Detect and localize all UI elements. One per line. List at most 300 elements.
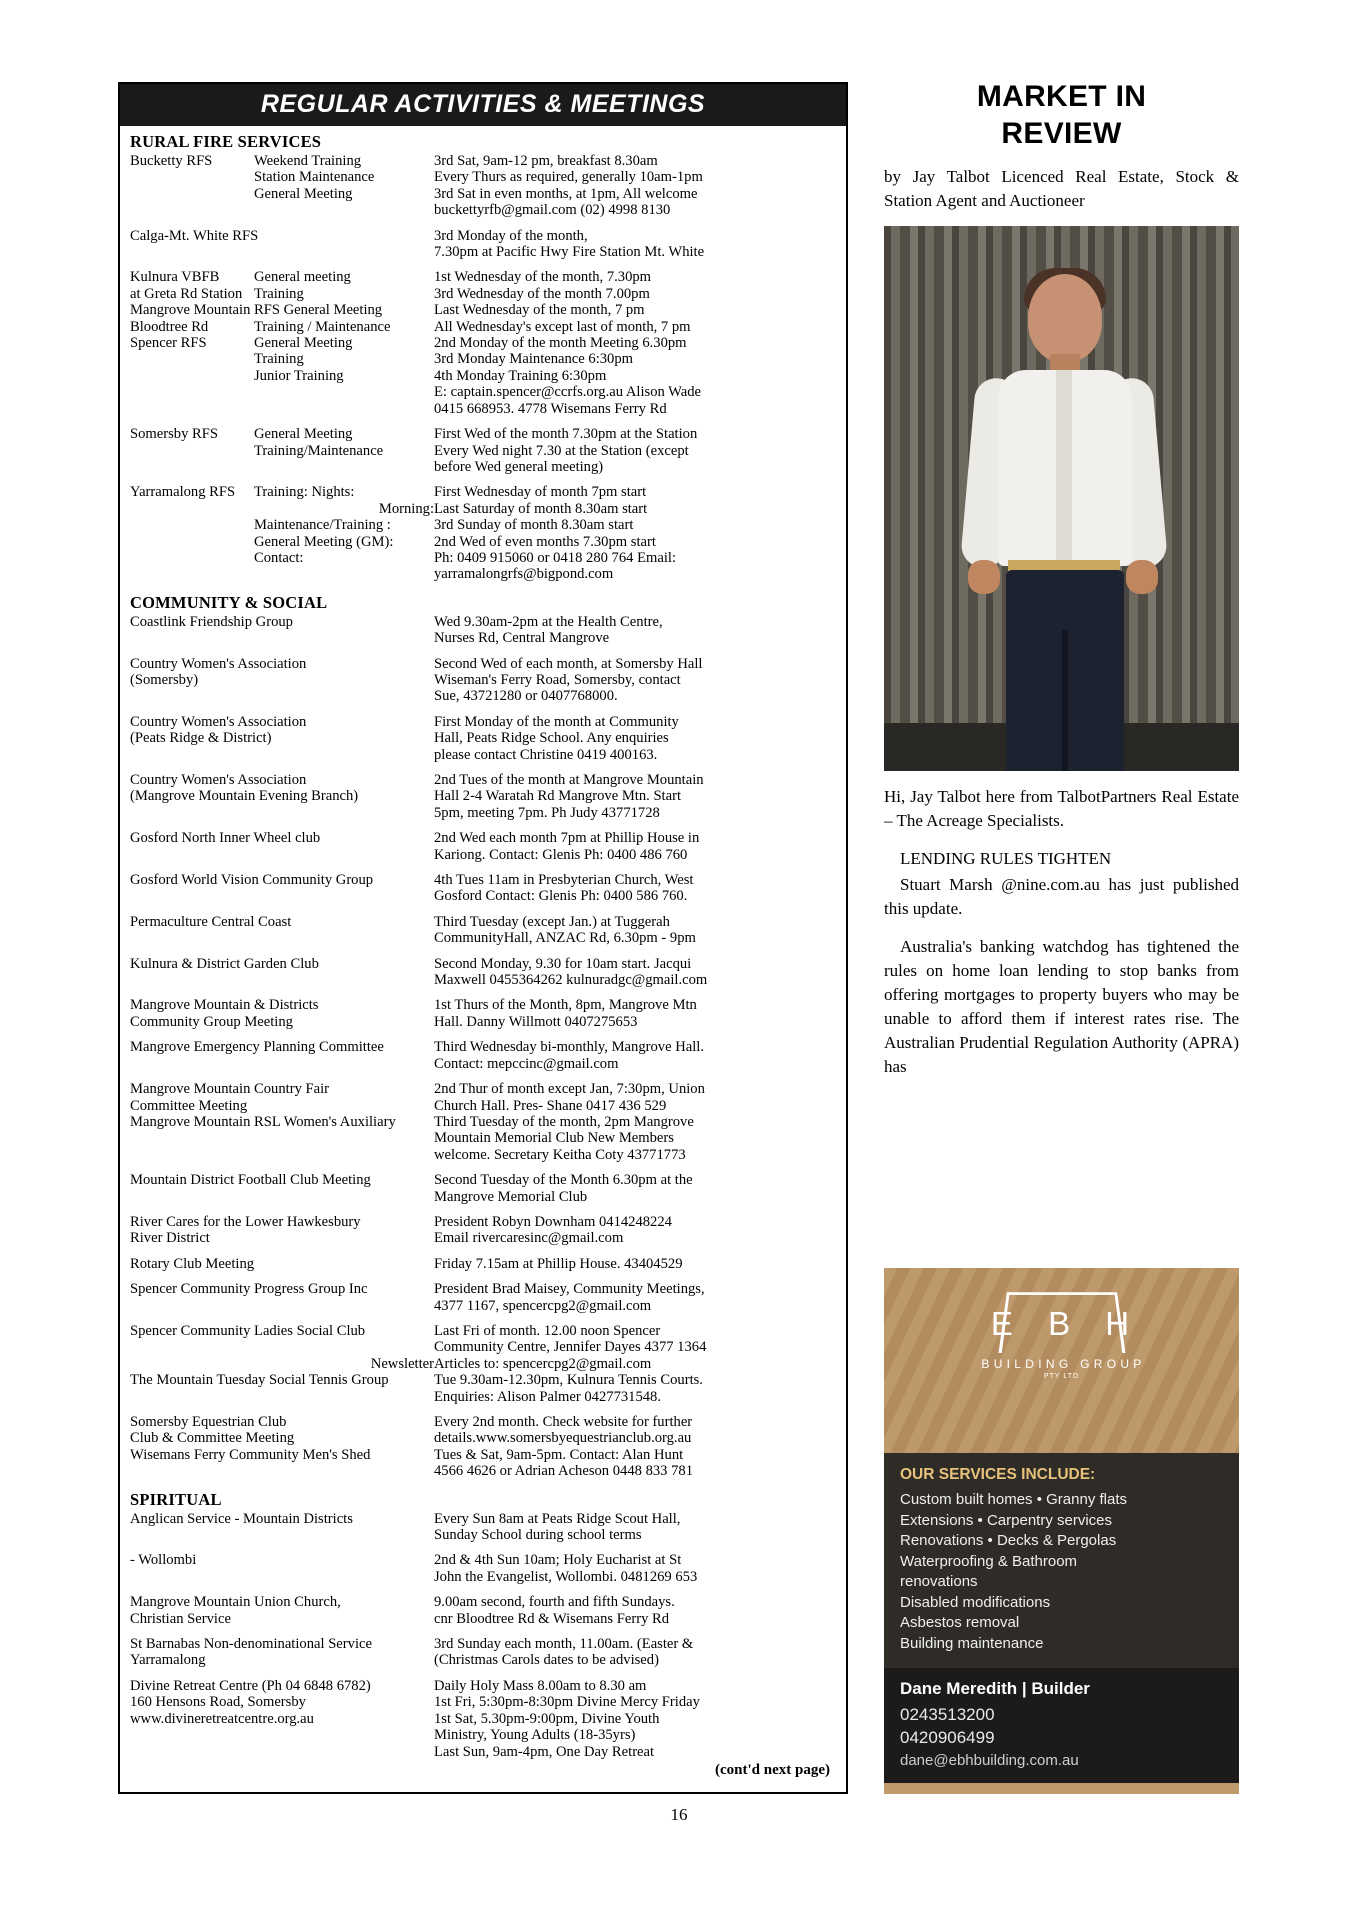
row-spacer-cell <box>130 1163 836 1172</box>
ad-logo-text: E B H <box>990 1305 1143 1342</box>
activity-detail: 4th Monday Training 6:30pm <box>434 367 607 384</box>
activity-org <box>130 1527 254 1543</box>
activities-body <box>120 126 846 1779</box>
activity-role <box>254 888 434 904</box>
activity-org <box>130 550 254 566</box>
activity-org: Newsletter <box>370 1355 434 1372</box>
activity-role <box>254 1298 434 1314</box>
activity-org: (Mangrove Mountain Evening Branch) <box>130 788 359 805</box>
row-spacer-cell <box>130 219 836 228</box>
article-paragraph-2: LENDING RULES TIGHTEN <box>900 849 1112 868</box>
activities-section-heading: COMMUNITY & SOCIAL <box>130 592 328 612</box>
photo-hand-right <box>1126 560 1158 594</box>
activity-detail: Every Thurs as required, generally 10am-1pm <box>434 169 703 186</box>
table-row <box>130 1356 836 1372</box>
activity-org <box>130 1056 254 1072</box>
activity-role <box>254 384 434 400</box>
activity-role <box>254 930 434 946</box>
activity-role <box>254 1056 434 1072</box>
activity-org <box>130 401 254 417</box>
activity-role <box>254 1744 434 1760</box>
activity-detail: Contact: mepccinc@gmail.com <box>434 1055 619 1072</box>
ad-service-item: Renovations • Decks & Pergolas <box>900 1532 1117 1549</box>
activity-role: General Meeting <box>254 335 353 352</box>
row-spacer-cell <box>130 1272 836 1281</box>
table-row <box>130 614 836 630</box>
table-row <box>130 1694 836 1710</box>
activity-org: Spencer Community Ladies Social Club <box>130 1322 366 1339</box>
table-row <box>130 501 836 517</box>
ad-service-item: renovations <box>900 1573 978 1590</box>
activity-org: Anglican Service - Mountain Districts <box>130 1510 353 1527</box>
activity-detail: 4566 4626 or Adrian Acheson 0448 833 781 <box>434 1463 694 1480</box>
table-row <box>130 1678 836 1694</box>
table-row <box>130 688 836 704</box>
activity-detail: Friday 7.15am at Phillip House. 43404529 <box>434 1255 683 1272</box>
activity-detail: Tue 9.30am-12.30pm, Kulnura Tennis Courts. <box>434 1372 703 1389</box>
activity-detail: 9.00am second, fourth and fifth Sundays. <box>434 1594 675 1611</box>
activity-org <box>130 186 254 202</box>
table-row <box>130 1372 836 1388</box>
activity-role <box>254 1727 434 1743</box>
ad-service-item: Extensions • Carpentry services <box>900 1511 1112 1529</box>
table-row <box>130 872 836 888</box>
table-row <box>130 484 836 500</box>
activity-org: - Wollombi <box>130 1552 197 1569</box>
ad-service-item: Custom built homes • Granny flats <box>900 1491 1128 1508</box>
article-paragraph-4: Australia's banking watchdog has tightened the rules on home loan lending to stop banks from offering mortgages to property buyers who may be unable to afford them if interest rates rise. The Australian Prudential Regulation Authority (APRA) has <box>884 937 1239 1076</box>
activity-org <box>130 459 254 475</box>
activity-org: Mangrove Mountain Union Church, <box>130 1594 341 1611</box>
table-row <box>130 1727 836 1743</box>
table-row <box>130 202 836 218</box>
activities-table <box>130 153 836 583</box>
activity-org <box>130 888 254 904</box>
table-row <box>130 459 836 475</box>
activity-detail: Sunday School during school terms <box>434 1527 642 1544</box>
table-row <box>130 1189 836 1205</box>
activity-detail: Community Centre, Jennifer Dayes 4377 1364 <box>434 1339 707 1356</box>
activity-role <box>254 566 434 582</box>
activity-detail: 2nd Monday of the month Meeting 6.30pm <box>434 335 687 352</box>
row-spacer-cell <box>130 905 836 914</box>
ad-logo-subtitle: BUILDING GROUP <box>981 1357 1146 1371</box>
activities-table <box>130 614 836 1480</box>
table-row <box>130 888 836 904</box>
ad-service-item: Waterproofing & Bathroom <box>900 1552 1078 1570</box>
row-spacer-cell <box>130 260 836 269</box>
photo-pants <box>1006 570 1124 771</box>
table-row <box>130 566 836 582</box>
activity-detail: 5pm, meeting 7pm. Ph Judy 43771728 <box>434 804 660 821</box>
activity-org: Country Women's Association <box>130 713 307 730</box>
article-title-line2: REVIEW <box>1001 117 1122 150</box>
article-paragraph-3: Stuart Marsh @nine.com.au has just published this update. <box>884 875 1239 918</box>
activity-detail: Tues & Sat, 9am-5pm. Contact: Alan Hunt <box>434 1446 684 1463</box>
table-row <box>130 1527 836 1543</box>
activity-detail: Third Tuesday (except Jan.) at Tuggerah <box>434 913 670 930</box>
activity-detail: Enquiries: Alison Palmer 0427731548. <box>434 1388 662 1405</box>
activity-org <box>130 368 254 384</box>
table-row <box>130 1081 836 1097</box>
ad-contact-name: Dane Meredith | Builder <box>900 1679 1090 1698</box>
activity-org: River Cares for the Lower Hawkesbury <box>130 1213 361 1230</box>
activity-detail: CommunityHall, ANZAC Rd, 6.30pm - 9pm <box>434 930 696 947</box>
activity-org <box>130 169 254 185</box>
activity-detail: 0415 668953. 4778 Wisemans Ferry Rd <box>434 400 667 417</box>
activity-org: (Peats Ridge & District) <box>130 730 272 747</box>
page-number: 16 <box>670 1805 688 1824</box>
ad-services-heading: OUR SERVICES INCLUDE: <box>900 1466 1096 1483</box>
activity-role: Training <box>254 285 304 302</box>
activity-detail: Every Sun 8am at Peats Ridge Scout Hall, <box>434 1510 681 1527</box>
activity-detail: John the Evangelist, Wollombi. 0481269 653 <box>434 1568 698 1585</box>
table-row <box>130 1298 836 1314</box>
article-title-line1: MARKET IN <box>976 80 1147 113</box>
article-paragraph-1: Hi, Jay Talbot here from TalbotPartners Real Estate – The Acreage Specialists. <box>884 787 1239 830</box>
activity-detail: Nurses Rd, Central Mangrove <box>434 630 610 647</box>
table-row <box>130 1130 836 1146</box>
activity-role: Maintenance/Training : <box>254 517 391 534</box>
photo-shirt <box>998 370 1132 566</box>
activity-org <box>130 930 254 946</box>
activity-detail: 2nd Wed of even months 7.30pm start <box>434 533 656 550</box>
activity-detail: welcome. Secretary Keitha Coty 43771773 <box>434 1146 686 1163</box>
ad-email[interactable]: dane@ebhbuilding.com.au <box>900 1752 1079 1769</box>
row-spacer-cell <box>130 475 836 484</box>
activity-org: Rotary Club Meeting <box>130 1255 255 1272</box>
activity-org: Divine Retreat Centre (Ph 04 6848 6782) <box>130 1677 371 1694</box>
activities-banner: REGULAR ACTIVITIES & MEETINGS <box>120 84 846 126</box>
row-spacer <box>130 988 836 997</box>
table-row <box>130 1463 836 1479</box>
row-spacer-cell <box>130 1247 836 1256</box>
activity-org <box>130 1130 254 1146</box>
activity-role <box>254 202 434 218</box>
table-row <box>130 1039 836 1055</box>
activity-role <box>254 1130 434 1146</box>
row-spacer-cell <box>130 705 836 714</box>
activity-org: Mangrove Mountain Country Fair <box>130 1081 330 1098</box>
row-spacer-cell <box>130 763 836 772</box>
table-row <box>130 244 836 260</box>
market-in-review-article <box>884 78 1239 1079</box>
activity-detail: buckettyrfb@gmail.com (02) 4998 8130 <box>434 202 671 219</box>
activity-role <box>254 401 434 417</box>
activity-org: Mangrove Emergency Planning Committee <box>130 1039 384 1056</box>
activity-org: 160 Hensons Road, Somersby <box>130 1694 306 1711</box>
table-row <box>130 1098 836 1114</box>
ad-contact <box>884 1668 1239 1783</box>
activity-detail: First Wednesday of month 7pm start <box>434 484 647 501</box>
activity-detail: 2nd Thur of month except Jan, 7:30pm, Union <box>434 1081 705 1098</box>
activity-org <box>130 1298 254 1314</box>
table-row <box>130 169 836 185</box>
activity-org: Gosford North Inner Wheel club <box>130 830 321 847</box>
activity-detail: 3rd Wednesday of the month 7.00pm <box>434 285 650 302</box>
table-row <box>130 401 836 417</box>
row-spacer-cell <box>130 988 836 997</box>
activity-org <box>130 1389 254 1405</box>
activity-detail: 7.30pm at Pacific Hwy Fire Station Mt. White <box>434 244 705 261</box>
activity-org <box>130 630 254 646</box>
row-spacer-cell <box>130 1669 836 1678</box>
activity-detail: 3rd Monday of the month, <box>434 227 588 244</box>
table-row <box>130 1611 836 1627</box>
activity-role <box>254 1463 434 1479</box>
activity-detail: Ph: 0409 915060 or 0418 280 764 Email: <box>434 549 677 566</box>
activity-detail: Mangrove Memorial Club <box>434 1188 588 1205</box>
row-spacer-cell <box>130 1205 836 1214</box>
activity-detail: cnr Bloodtree Rd & Wisemans Ferry Rd <box>434 1610 670 1627</box>
row-spacer <box>130 1627 836 1636</box>
activity-role <box>254 1527 434 1543</box>
table-row <box>130 847 836 863</box>
activity-org <box>130 202 254 218</box>
regular-activities-panel <box>118 82 848 1794</box>
ad-service-item: Building maintenance <box>900 1634 1044 1652</box>
activity-role <box>254 1339 434 1355</box>
ebh-building-advert[interactable] <box>884 1268 1239 1794</box>
activity-role <box>254 972 434 988</box>
activity-role: General meeting <box>254 269 351 286</box>
activity-org <box>130 1727 254 1743</box>
activity-detail: 1st Sat, 5.30pm-9:00pm, Divine Youth <box>434 1710 660 1727</box>
row-spacer <box>130 947 836 956</box>
activity-detail: Sue, 43721280 or 0407768000. <box>434 688 618 705</box>
row-spacer-cell <box>130 417 836 426</box>
activity-org: Kulnura & District Garden Club <box>130 955 319 972</box>
activity-org: Committee Meeting <box>130 1097 248 1114</box>
table-row <box>130 956 836 972</box>
row-spacer <box>130 705 836 714</box>
activity-role: Junior Training <box>254 367 344 384</box>
activity-org <box>130 972 254 988</box>
table-row <box>130 1230 836 1246</box>
table-row <box>130 286 836 302</box>
activity-org: www.divineretreatcentre.org.au <box>130 1710 314 1727</box>
activity-detail: Second Tuesday of the Month 6.30pm at the <box>434 1172 693 1189</box>
activity-org: Somersby Equestrian Club <box>130 1414 287 1430</box>
activity-role: General Meeting <box>254 426 353 443</box>
activity-detail: before Wed general meeting) <box>434 458 604 475</box>
row-spacer <box>130 1543 836 1552</box>
row-spacer <box>130 905 836 914</box>
activity-detail: Maxwell 0455364262 kulnuradgc@gmail.com <box>434 972 708 989</box>
activity-org <box>130 1569 254 1585</box>
activity-org <box>130 501 254 517</box>
ad-phone-1[interactable]: 0243513200 <box>900 1705 995 1724</box>
table-row <box>130 517 836 533</box>
activity-detail: 3rd Sunday of month 8.30am start <box>434 517 634 534</box>
row-spacer-cell <box>130 1405 836 1414</box>
row-spacer-cell <box>130 1543 836 1552</box>
table-row <box>130 1594 836 1610</box>
activity-org <box>130 384 254 400</box>
activity-role <box>254 1147 434 1163</box>
activity-detail: First Wed of the month 7.30pm at the Station <box>434 426 698 443</box>
activity-org <box>130 688 254 704</box>
activity-org: Wisemans Ferry Community Men's Shed <box>130 1446 371 1463</box>
row-spacer <box>130 1247 836 1256</box>
table-row <box>130 1569 836 1585</box>
activity-detail: Articles to: spencercpg2@gmail.com <box>434 1355 652 1372</box>
activity-detail: 1st Fri, 5:30pm-8:30pm Divine Mercy Friday <box>434 1694 700 1711</box>
row-spacer <box>130 219 836 228</box>
activity-org: Mangrove Mountain RFS General Meeting <box>130 302 383 319</box>
activity-role: Weekend Training <box>254 153 362 169</box>
table-row <box>130 772 836 788</box>
activity-org: River District <box>130 1230 210 1247</box>
activity-org: Christian Service <box>130 1610 231 1627</box>
activity-detail: 4th Tues 11am in Presbyterian Church, West <box>434 872 694 889</box>
activity-detail: Hall, Peats Ridge School. Any enquiries <box>434 730 669 747</box>
activity-role: Training <box>254 351 304 368</box>
activity-role: General Meeting (GM): <box>254 533 394 550</box>
table-row <box>130 656 836 672</box>
activity-org: Club & Committee Meeting <box>130 1430 295 1447</box>
activity-detail: Wiseman's Ferry Road, Somersby, contact <box>434 671 681 688</box>
activity-org <box>130 1147 254 1163</box>
activity-org <box>130 534 254 550</box>
activity-role <box>254 1569 434 1585</box>
activity-org: Permaculture Central Coast <box>130 913 292 930</box>
activity-role: General Meeting <box>254 185 353 202</box>
table-row <box>130 186 836 202</box>
table-row <box>130 1256 836 1272</box>
table-row <box>130 1744 836 1760</box>
photo-hand-left <box>968 560 1000 594</box>
activity-detail: Daily Holy Mass 8.00am to 8.30 am <box>434 1677 647 1694</box>
activity-org: Yarramalong RFS <box>130 484 236 501</box>
activity-detail: President Brad Maisey, Community Meetings, <box>434 1281 705 1298</box>
row-spacer <box>130 1314 836 1323</box>
row-spacer-cell <box>130 1627 836 1636</box>
activity-role <box>254 1189 434 1205</box>
activity-org: Country Women's Association <box>130 772 307 788</box>
activity-org: Coastlink Friendship Group <box>130 613 293 630</box>
activity-detail: 2nd Wed each month 7pm at Phillip House in <box>434 830 700 847</box>
activity-org <box>130 747 254 763</box>
activity-detail: Second Monday, 9.30 for 10am start. Jacqui <box>434 955 692 972</box>
activity-org: Country Women's Association <box>130 655 307 672</box>
table-row <box>130 1339 836 1355</box>
activity-role: Training / Maintenance <box>254 318 391 335</box>
table-row <box>130 788 836 804</box>
row-spacer <box>130 1030 836 1039</box>
table-row <box>130 153 836 169</box>
row-spacer <box>130 475 836 484</box>
activity-detail: First Monday of the month at Community <box>434 713 679 730</box>
activity-detail: Hall 2-4 Waratah Rd Mangrove Mtn. Start <box>434 788 682 805</box>
activity-detail: yarramalongrfs@bigpond.com <box>434 566 614 583</box>
table-row <box>130 1172 836 1188</box>
activity-detail: Mountain Memorial Club New Members <box>434 1130 674 1147</box>
activity-role: Training: Nights: <box>254 484 355 501</box>
row-spacer <box>130 863 836 872</box>
house-outline-icon <box>998 1292 1125 1353</box>
table-row <box>130 972 836 988</box>
activity-org <box>130 443 254 459</box>
ad-service-item: Asbestos removal <box>900 1614 1020 1631</box>
activity-detail: Gosford Contact: Glenis Ph: 0400 586 760. <box>434 888 688 905</box>
row-spacer <box>130 1585 836 1594</box>
activity-detail: Kariong. Contact: Glenis Ph: 0400 486 760 <box>434 846 688 863</box>
activity-role <box>254 847 434 863</box>
ad-phone-2[interactable]: 0420906499 <box>900 1728 995 1747</box>
activity-org: Mangrove Mountain RSL Women's Auxiliary <box>130 1113 396 1130</box>
activity-org <box>130 1189 254 1205</box>
table-row <box>130 1323 836 1339</box>
row-spacer-cell <box>130 1072 836 1081</box>
activity-detail: 3rd Sat in even months, at 1pm, All welcome <box>434 185 698 202</box>
activity-detail: Wed 9.30am-2pm at the Health Centre, <box>434 613 663 630</box>
activity-org: Gosford World Vision Community Group <box>130 872 374 889</box>
table-row <box>130 630 836 646</box>
article-byline: by Jay Talbot Licenced Real Estate, Stock & Station Agent and Auctioneer <box>884 167 1239 210</box>
table-row <box>130 830 836 846</box>
activity-role <box>254 805 434 821</box>
activity-detail: Last Wednesday of the month, 7 pm <box>434 302 645 319</box>
activity-org: The Mountain Tuesday Social Tennis Group <box>130 1372 389 1389</box>
table-row <box>130 1711 836 1727</box>
activity-detail: details.www.somersbyequestrianclub.org.au <box>434 1430 692 1447</box>
table-row <box>130 997 836 1013</box>
activity-org: Spencer Community Progress Group Inc <box>130 1281 368 1298</box>
activity-detail: (Christmas Carols dates to be advised) <box>434 1652 659 1669</box>
activity-role: Morning: <box>378 500 434 517</box>
activity-org: Calga-Mt. White RFS <box>130 227 259 244</box>
activity-org <box>130 805 254 821</box>
ad-services <box>884 1453 1239 1668</box>
table-row <box>130 426 836 442</box>
continued-note: (cont'd next page) <box>715 1761 830 1778</box>
activity-detail: Email rivercaresinc@gmail.com <box>434 1230 624 1247</box>
activity-detail: 3rd Sunday each month, 11.00am. (Easter & <box>434 1636 694 1653</box>
activity-org: Spencer RFS <box>130 335 207 352</box>
activity-detail: Third Wednesday bi-monthly, Mangrove Hall. <box>434 1039 704 1056</box>
row-spacer-cell <box>130 1314 836 1323</box>
author-photo <box>884 226 1239 771</box>
table-row <box>130 1056 836 1072</box>
row-spacer <box>130 417 836 426</box>
activity-org <box>130 1463 254 1479</box>
activity-detail: Last Saturday of month 8.30am start <box>434 500 648 517</box>
activity-org: St Barnabas Non-denominational Service <box>130 1636 372 1653</box>
row-spacer <box>130 1405 836 1414</box>
row-spacer-cell <box>130 821 836 830</box>
table-row <box>130 1430 836 1446</box>
activity-org <box>130 517 254 533</box>
row-spacer <box>130 763 836 772</box>
activity-role: Training/Maintenance <box>254 442 384 459</box>
row-spacer-cell <box>130 1585 836 1594</box>
activity-org: Somersby RFS <box>130 426 218 443</box>
activity-org: Yarramalong <box>130 1652 206 1669</box>
activity-org <box>130 1744 254 1760</box>
activity-role <box>254 630 434 646</box>
table-row <box>130 672 836 688</box>
photo-head <box>1028 274 1102 362</box>
table-row <box>130 1511 836 1527</box>
activity-org <box>130 351 254 367</box>
activity-detail: Every Wed night 7.30 at the Station (except <box>434 442 689 459</box>
activity-org <box>130 566 254 582</box>
table-row <box>130 1214 836 1230</box>
activity-role <box>254 747 434 763</box>
activity-detail: 1st Wednesday of the month, 7.30pm <box>434 269 652 286</box>
activity-detail: please contact Christine 0419 400163. <box>434 746 658 763</box>
